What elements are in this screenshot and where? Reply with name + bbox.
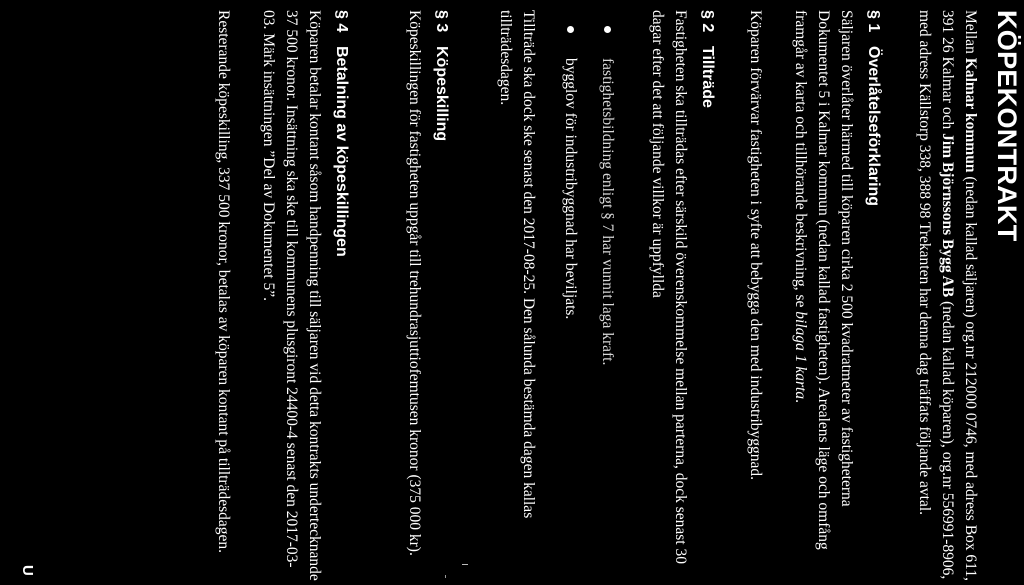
section-1-heading: § 1Överlåtelseförklaring — [865, 10, 882, 207]
margin-mark: U — [19, 565, 36, 576]
section-2-heading: § 2Tillträde — [699, 10, 716, 108]
section-2-paragraph-2: Tillträde ska dock ske senast den 2017-08-25. Den sålunda bestämda dagen kallas tillträdesdagen. — [497, 10, 537, 519]
intro-paragraph: Mellan Kalmar kommun (nedan kallad säljaren) org.nr 212000 0746, med adress Box 611, 391 26 Kalmar och Jim Björnssons Bygg AB (nedan kallad köparen), org.nr 556991-8906, med adress Källstorp 338, 388 98 Trekanten har denna dag träffats följande avtal. — [916, 10, 979, 581]
section-1-paragraph-1: Säljaren överlåter härmed till köparen cirka 2 500 kvadratmeter av fastigheterna Dokumentet 5 i Kalmar kommun (nedan kallad fastigheten). Arealens läge och omfång framgår av karta och tillhörande beskrivning, se bilaga 1 karta. — [792, 10, 855, 550]
seller-name: Kalmar kommun — [962, 57, 979, 173]
section-4-paragraph-2: Resterande köpeskilling, 337 500 kronor, betalas av köparen kontant på tillträdesdagen. — [215, 10, 232, 554]
buyer-name: Jim Björnssons Bygg AB — [939, 133, 956, 298]
document-title: KÖPEKONTRAKT — [992, 10, 1022, 242]
section-2-paragraph-1: Fastigheten ska tillträdas efter särskild överenskommelse mellan parterna, dock senast 30 dagar efter det att följande villkor är uppfyllda — [649, 10, 689, 564]
list-item: bygglov för industribyggnad har beviljats. — [545, 10, 582, 570]
section-4-paragraph-1: Köparen betalar kontant såsom handpenning till säljaren vid detta kontrakts undertecknande 37 500 kronor. Insättning ska ske till kommunens plusgiront 24400-4 senast den 2017-03-03. Märk insättningen ”Del av Dokumentet 5”. — [260, 10, 323, 581]
section-3-body — [403, 10, 426, 582]
section-2-footer — [494, 10, 540, 582]
section-2-body — [646, 10, 692, 582]
section-1-paragraph-2: Köparen förvärvar fastigheten i syfte att bebygga den med industribyggnad. — [747, 10, 764, 481]
attachment-reference: bilaga 1 karta — [792, 311, 809, 400]
section-1-body — [744, 10, 858, 582]
section-4-heading: § 4Betalning av köpeskillingen — [333, 10, 350, 257]
section-4-body — [212, 10, 326, 582]
bullet-icon — [604, 26, 611, 33]
list-item: fastighetsbildning enligt § 7 har vunnit laga kraft. — [582, 10, 619, 570]
bullet-icon — [567, 26, 574, 33]
margin-tick — [445, 575, 446, 578]
margin-tick — [462, 564, 468, 565]
section-3-paragraph-1: Köpeskillingen för fastigheten uppgår till trehundrasjuttiofemtusen kronor (375 000 kr). — [406, 10, 423, 556]
section-3-heading: § 3Köpeskilling — [433, 10, 450, 142]
conditions-list — [545, 10, 619, 570]
